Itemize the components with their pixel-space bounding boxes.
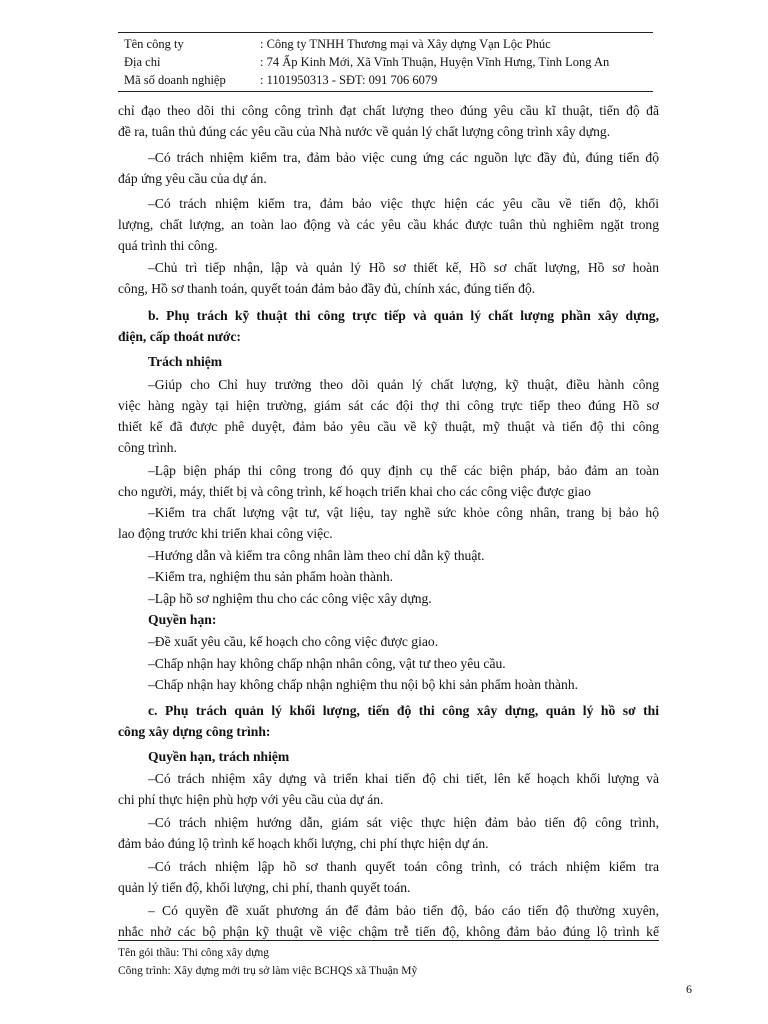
body-line-16: công trình. (118, 440, 177, 455)
page-footer (118, 940, 659, 977)
body-line-08: –Chủ trì tiếp nhận, lập và quản lý Hồ sơ thiết kế, Hồ sơ chất lượng, Hồ sơ hoàn (148, 260, 659, 275)
tax-id-label: Mã số doanh nghiệp (124, 73, 226, 87)
body-line-26: –Chấp nhận hay không chấp nhận nhân công, vật tư theo yêu cầu. (148, 656, 506, 671)
body-line-32: chi phí thực hiện phù hợp với yêu cầu của dự án. (118, 792, 384, 807)
body-line-20: lao động trước khi triển khai công việc. (118, 526, 333, 541)
company-name-value: : Công ty TNHH Thương mại và Xây dựng Vạn Lộc Phúc (260, 37, 551, 51)
body-line-36: quản lý tiến độ, khối lượng, chi phí, thanh quyết toán. (118, 880, 411, 895)
body-line-19: –Kiểm tra chất lượng vật tư, vật liệu, tay nghề sức khỏe công nhân, trang bị bảo hộ (148, 505, 659, 520)
body-line-06: lượng, chất lượng, an toàn lao động và các yêu cầu khác được tuân thủ nghiêm ngặt trong (118, 217, 659, 232)
body-line-01: chỉ đạo theo dõi thi công công trình đạt chất lượng theo đúng yêu cầu kĩ thuật, tiến độ đã (118, 103, 659, 118)
body-line-33: –Có trách nhiệm hướng dẫn, giám sát việc thực hiện đảm bảo tiến độ công trình, (148, 815, 659, 830)
body-line-37: – Có quyền đề xuất phương án để đảm bảo tiến độ, báo cáo tiến độ thường xuyên, (148, 903, 659, 918)
page-number: 6 (686, 982, 692, 996)
body-line-17: –Lập biện pháp thi công trong đó quy định cụ thể các biện pháp, bảo đảm an toàn (148, 463, 659, 478)
section-c-heading-line-1: c. Phụ trách quản lý khối lượng, tiến độ thi công xây dựng, quản lý hồ sơ thi (148, 703, 659, 718)
body-line-05: –Có trách nhiệm kiểm tra, đảm bảo việc thực hiện các yêu cầu về tiến độ, khối (148, 196, 659, 211)
subheading-responsibility: Trách nhiệm (148, 354, 223, 369)
section-b-heading-line-2: điện, cấp thoát nước: (118, 329, 241, 344)
subheading-authority-responsibility: Quyền hạn, trách nhiệm (148, 749, 290, 764)
body-line-13: –Giúp cho Chỉ huy trưởng theo dõi quản lý chất lượng, kỹ thuật, điều hành công (148, 377, 659, 392)
body-line-14: việc hàng ngày tại hiện trường, giám sát các đội thợ thi công trực tiếp theo đúng Hồ sơ (118, 398, 659, 413)
body-line-03: –Có trách nhiệm kiểm tra, đảm bảo việc cung ứng các nguồn lực đầy đủ, đúng tiến độ (148, 150, 659, 165)
subheading-authority: Quyền hạn: (148, 612, 217, 627)
body-line-02: đề ra, tuân thủ đúng các yêu cầu của Nhà nước về quản lý chất lượng công trình xây dựng. (118, 124, 611, 139)
section-b-heading-line-1: b. Phụ trách kỹ thuật thi công trực tiếp và quản lý chất lượng phần xây dựng, (148, 308, 659, 323)
address-value: : 74 Ấp Kinh Mới, Xã Vĩnh Thuận, Huyện Vĩnh Hưng, Tỉnh Long An (260, 55, 610, 69)
body-line-34: đảm bảo đúng lộ trình kế hoạch khối lượng, chi phí thực hiện dự án. (118, 836, 489, 851)
body-line-18: cho người, máy, thiết bị và công trình, kế hoạch triển khai cho các công việc được giao (118, 484, 591, 499)
body-line-27: –Chấp nhận hay không chấp nhận nghiệm thu nội bộ khi sản phẩm hoàn thành. (148, 677, 579, 692)
company-header (118, 32, 653, 92)
section-c-heading-line-2: công xây dựng công trình: (118, 724, 271, 739)
address-label: Địa chỉ (124, 55, 161, 69)
company-name-label: Tên công ty (124, 37, 184, 51)
body-line-23: –Lập hồ sơ nghiệm thu cho các công việc xây dựng. (148, 591, 432, 606)
body-line-25: –Đề xuất yêu cầu, kế hoạch cho công việc được giao. (148, 634, 439, 649)
body-line-22: –Kiểm tra, nghiệm thu sản phẩm hoàn thành. (148, 569, 394, 584)
body-line-38: nhắc nhở các bộ phận kỹ thuật về việc chậm trễ tiến độ, không đảm bảo đúng lộ trình kế (118, 924, 659, 939)
footer-package-name: Tên gói thầu: Thi công xây dựng (118, 947, 270, 959)
footer-project-name: Công trình: Xây dựng mới trụ sở làm việc BCHQS xã Thuận Mỹ (118, 965, 418, 977)
body-line-31: –Có trách nhiệm xây dựng và triển khai tiến độ chi tiết, lên kế hoạch khối lượng và (148, 771, 659, 786)
body-line-21: –Hướng dẫn và kiểm tra công nhân làm theo chỉ dẫn kỹ thuật. (148, 548, 485, 563)
body-line-15: thiết kế đã được phê duyệt, đảm bảo yêu cầu về kỹ thuật, mỹ thuật và tiến độ thi công (118, 419, 659, 434)
body-line-35: –Có trách nhiệm lập hồ sơ thanh quyết toán công trình, có trách nhiệm kiểm tra (148, 859, 659, 874)
body-line-04: đáp ứng yêu cầu của dự án. (118, 171, 267, 186)
body-line-09: công, Hồ sơ thanh toán, quyết toán đảm bảo đầy đủ, chính xác, đúng tiến độ. (118, 281, 536, 296)
body-line-07: quá trình thi công. (118, 238, 218, 253)
tax-id-value: : 1101950313 - SĐT: 091 706 6079 (260, 73, 438, 87)
